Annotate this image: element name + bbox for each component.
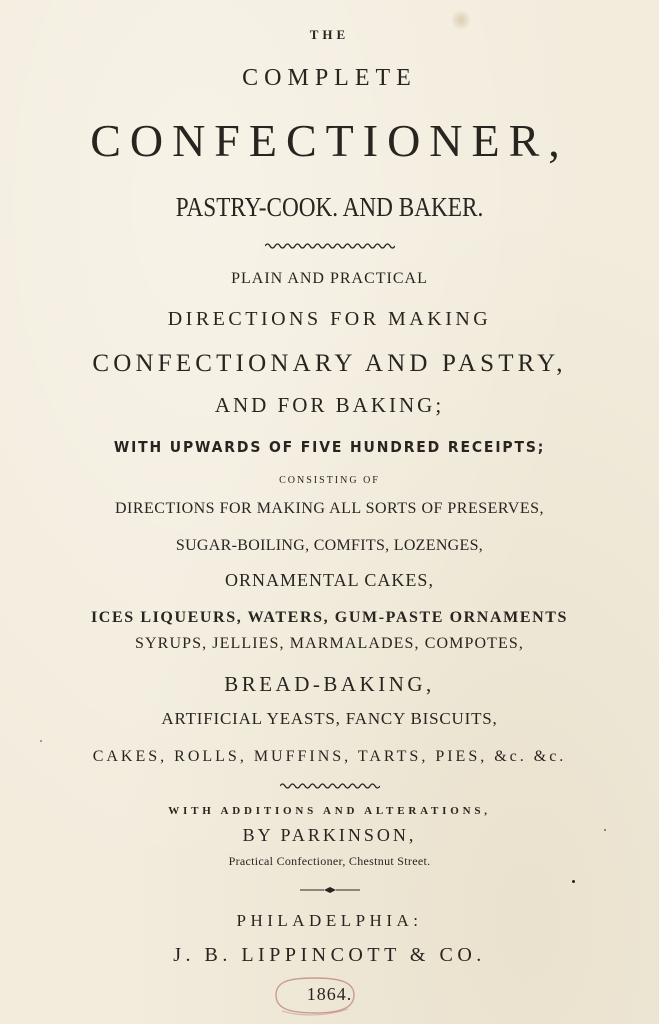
description-line-11: SYRUPS, JELLIES, MARMALADES, COMPOTES, <box>135 635 524 652</box>
paper-speck <box>604 829 606 831</box>
author-line: BY PARKINSON, <box>242 825 417 845</box>
paper-stain <box>452 8 470 32</box>
paper-speck <box>40 740 42 742</box>
description-line-6: CONSISTING OF <box>279 475 380 486</box>
publisher: J. B. LIPPINCOTT & CO. <box>173 944 486 966</box>
description-line-9: ORNAMENTAL CAKES, <box>225 570 434 590</box>
description-line-4: AND FOR BAKING; <box>214 393 445 417</box>
ornamental-rule-bottom <box>0 885 659 895</box>
description-line-12: BREAD-BAKING, <box>224 672 435 696</box>
author-title: Practical Confectioner, Chestnut Street. <box>228 854 431 868</box>
wavy-rule-top <box>0 241 659 251</box>
description-line-5: WITH UPWARDS OF FIVE HUNDRED RECEIPTS; <box>113 438 546 456</box>
description-line-13: ARTIFICIAL YEASTS, FANCY BISCUITS, <box>161 709 498 728</box>
additions-line: WITH ADDITIONS AND ALTERATIONS, <box>168 805 491 817</box>
subtitle: PASTRY-COOK. AND BAKER. <box>175 192 484 222</box>
publication-city: PHILADELPHIA: <box>236 911 423 930</box>
description-line-10: ICES LIQUEURS, WATERS, GUM-PASTE ORNAMENTS <box>90 609 569 626</box>
title-the: THE <box>309 27 350 42</box>
description-line-14: CAKES, ROLLS, MUFFINS, TARTS, PIES, &c. &c. <box>92 748 567 765</box>
title-complete: COMPLETE <box>242 65 417 91</box>
main-title: CONFECTIONER, <box>90 115 569 166</box>
description-line-8: SUGAR-BOILING, COMFITS, LOZENGES, <box>175 537 484 554</box>
description-line-2: DIRECTIONS FOR MAKING <box>167 308 492 330</box>
publication-year: 1864. <box>306 984 353 1004</box>
paper-speck <box>572 880 575 883</box>
description-line-7: DIRECTIONS FOR MAKING ALL SORTS OF PRESERVES, <box>114 500 545 517</box>
description-line-1: PLAIN AND PRACTICAL <box>231 270 428 287</box>
description-line-3: CONFECTIONARY AND PASTRY, <box>92 350 567 377</box>
wavy-rule-middle <box>0 781 659 791</box>
